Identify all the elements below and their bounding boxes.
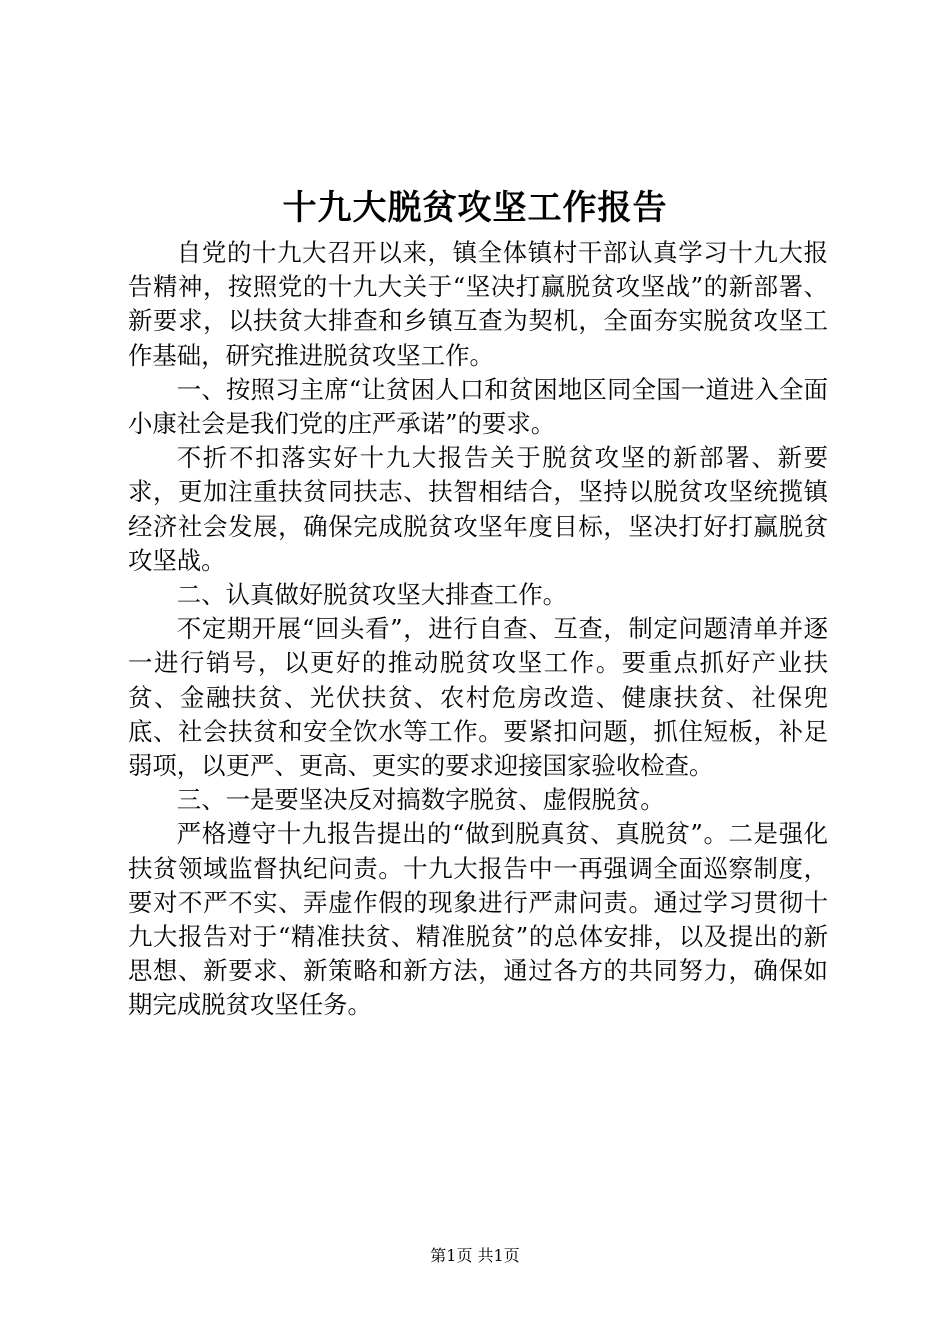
document-body [128,236,828,1023]
section-heading-2: 二、认真做好脱贫攻坚大排查工作。 [176,580,568,610]
paragraph-section-3: 严格遵守十九报告提出的“做到脱真贫、真脱贫”。二是强化扶贫领域监督执纪问责。十九大报告中一再强调全面巡察制度，要对不严不实、弄虚作假的现象进行严肃问责。通过学习贯彻十九大报告对于“精准扶贫、精准脱贫”的总体安排，以及提出的新思想、新要求、新策略和新方法，通过各方的共同努力，确保如期完成脱贫攻坚任务。 [128,819,828,1020]
paragraph-section-1: 不折不扣落实好十九大报告关于脱贫攻坚的新部署、新要求，更加注重扶贫同扶志、扶智相结合，坚持以脱贫攻坚统揽镇经济社会发展，确保完成脱贫攻坚年度目标，坚决打好打赢脱贫攻坚战。 [128,443,828,575]
section-heading-1: 一、按照习主席“让贫困人口和贫困地区同全国一道进入全面小康社会是我们党的庄严承诺”的要求。 [128,374,828,439]
paragraph-section-2: 不定期开展“回头看”，进行自查、互查，制定问题清单并逐一进行销号，以更好的推动脱贫攻坚工作。要重点抓好产业扶贫、金融扶贫、光伏扶贫、农村危房改造、健康扶贫、社保兜底、社会扶贫和安全饮水等工作。要紧扣问题，抓住短板，补足弱项，以更严、更高、更实的要求迎接国家验收检查。 [128,614,828,781]
section-heading-3: 三、一是要坚决反对搞数字脱贫、虚假脱贫。 [176,785,665,815]
paragraph-intro: 自党的十九大召开以来，镇全体镇村干部认真学习十九大报告精神，按照党的十九大关于“坚决打赢脱贫攻坚战”的新部署、新要求，以扶贫大排查和乡镇互查为契机，全面夯实脱贫攻坚工作基础，研究推进脱贫攻坚工作。 [128,238,828,370]
page-number-footer: 第1页 共1页 [430,1246,520,1265]
page-title: 十九大脱贫攻坚工作报告 [282,188,668,228]
